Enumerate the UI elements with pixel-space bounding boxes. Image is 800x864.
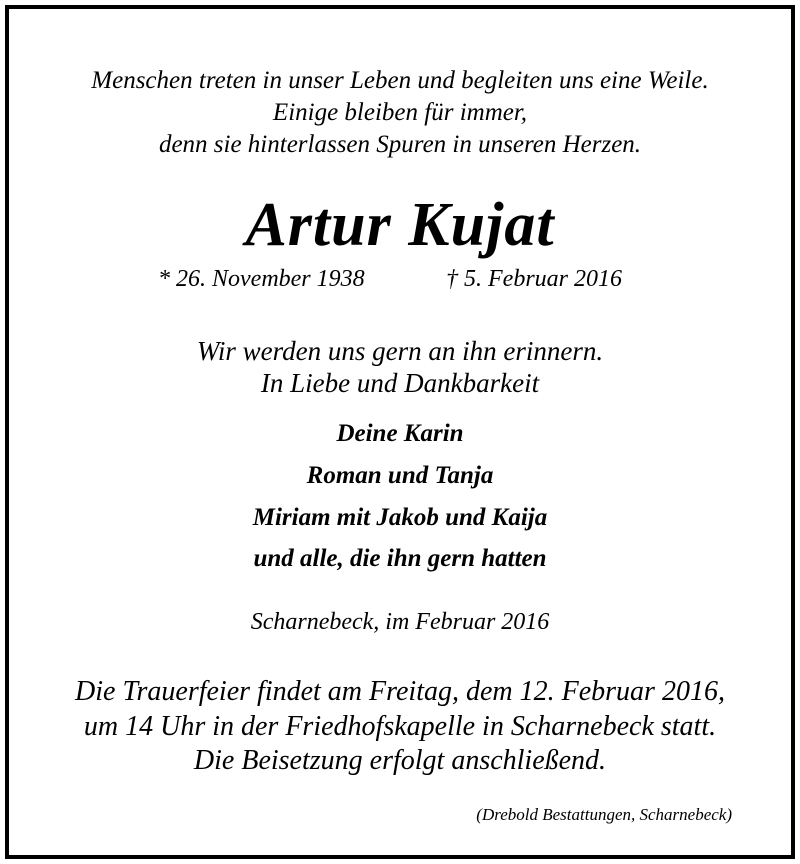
deceased-name: Artur Kujat (245, 191, 555, 259)
death-date: † 5. Februar 2016 (446, 266, 622, 292)
service-line: um 14 Uhr in der Friedhofskapelle in Scharnebeck statt. (83, 711, 717, 742)
verse-line: Menschen treten in unser Leben und begleiten uns eine Weile. (91, 67, 709, 94)
place-date: Scharnebeck, im Februar 2016 (250, 609, 550, 635)
family-line: Roman und Tanja (306, 462, 494, 489)
verse-line: denn sie hinterlassen Spuren in unseren Herzen. (158, 131, 642, 158)
remembrance-line: Wir werden uns gern an ihn erinnern. (196, 336, 604, 366)
family-line: Miriam mit Jakob und Kaija (252, 504, 548, 531)
remembrance-line: In Liebe und Dankbarkeit (260, 368, 540, 398)
service-line: Die Trauerfeier findet am Freitag, dem 12. Februar 2016, (75, 676, 725, 707)
family-line: und alle, die ihn gern hatten (253, 545, 547, 572)
service-line: Die Beisetzung erfolgt anschließend. (193, 745, 607, 776)
family-line: Deine Karin (336, 420, 464, 447)
birth-date: * 26. November 1938 (158, 266, 365, 292)
funeral-home-credit: (Drebold Bestattungen, Scharnebeck) (476, 805, 732, 824)
verse-line: Einige bleiben für immer, (272, 99, 528, 126)
